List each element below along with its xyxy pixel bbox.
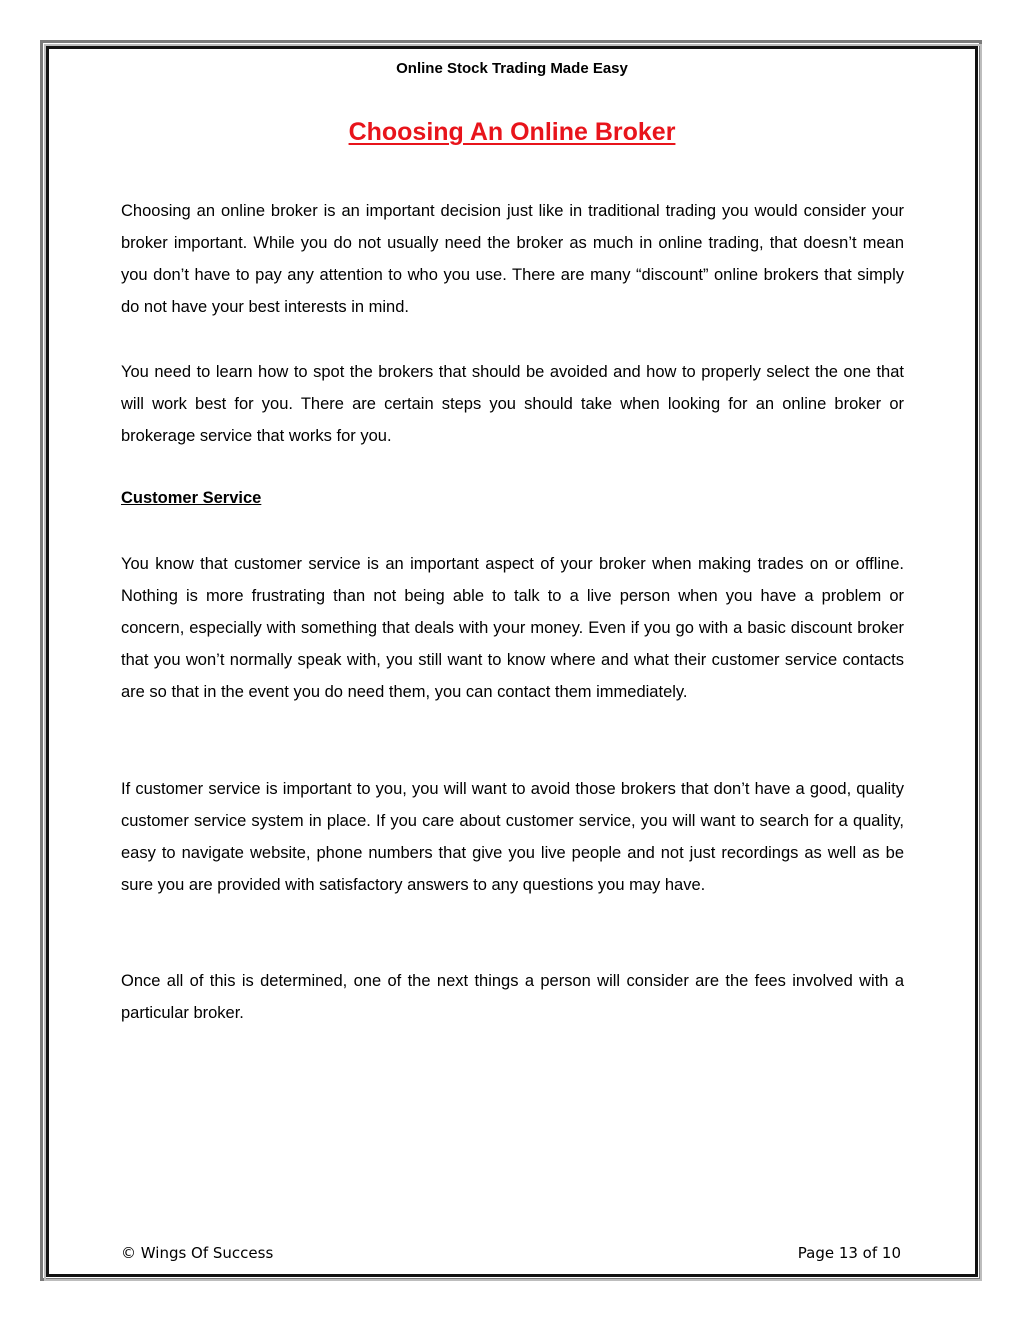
paragraph-customer-service-importance: You know that customer service is an important aspect of your broker when making trades on or offline. Nothing is more frustrating than not being able to talk to a live person when you have a problem or concern, especially with something that deals with your money. Even if you go with a basic discount broker that you won’t normally speak with, you still want to know where and what their customer service contacts are so that in the event you do need them, you can contact them immediately. xyxy=(121,555,904,701)
paragraph-avoid-brokers: If customer service is important to you, you will want to avoid those brokers that don’t have a good, quality customer service system in place. If you care about customer service, you will want to search for a quality, easy to navigate website, phone numbers that give you live people and not just recordings as well as be sure you are provided with satisfactory answers to any questions you may have. xyxy=(121,780,904,894)
paragraph-intro: Choosing an online broker is an important decision just like in traditional trading you would consider your broker important. While you do not usually need the broker as much in online trading, that doesn’t mean you don’t have to pay any attention to who you use. There are many “discount” online brokers that simply do not have your best interests in mind. xyxy=(121,202,904,316)
footer-page-number: Page 13 of 10 xyxy=(797,1244,901,1262)
footer-copyright: © Wings Of Success xyxy=(121,1244,274,1262)
paragraph-fees: Once all of this is determined, one of the next things a person will consider are the fees involved with a particular broker. xyxy=(121,972,904,1022)
paragraph-spot-brokers: You need to learn how to spot the brokers that should be avoided and how to properly select the one that will work best for you. There are certain steps you should take when looking for an online broker or brokerage service that works for you. xyxy=(121,363,904,445)
section-heading-customer-service: Customer Service xyxy=(121,489,262,507)
running-header: Online Stock Trading Made Easy xyxy=(396,60,628,77)
page-title: Choosing An Online Broker xyxy=(348,118,676,146)
